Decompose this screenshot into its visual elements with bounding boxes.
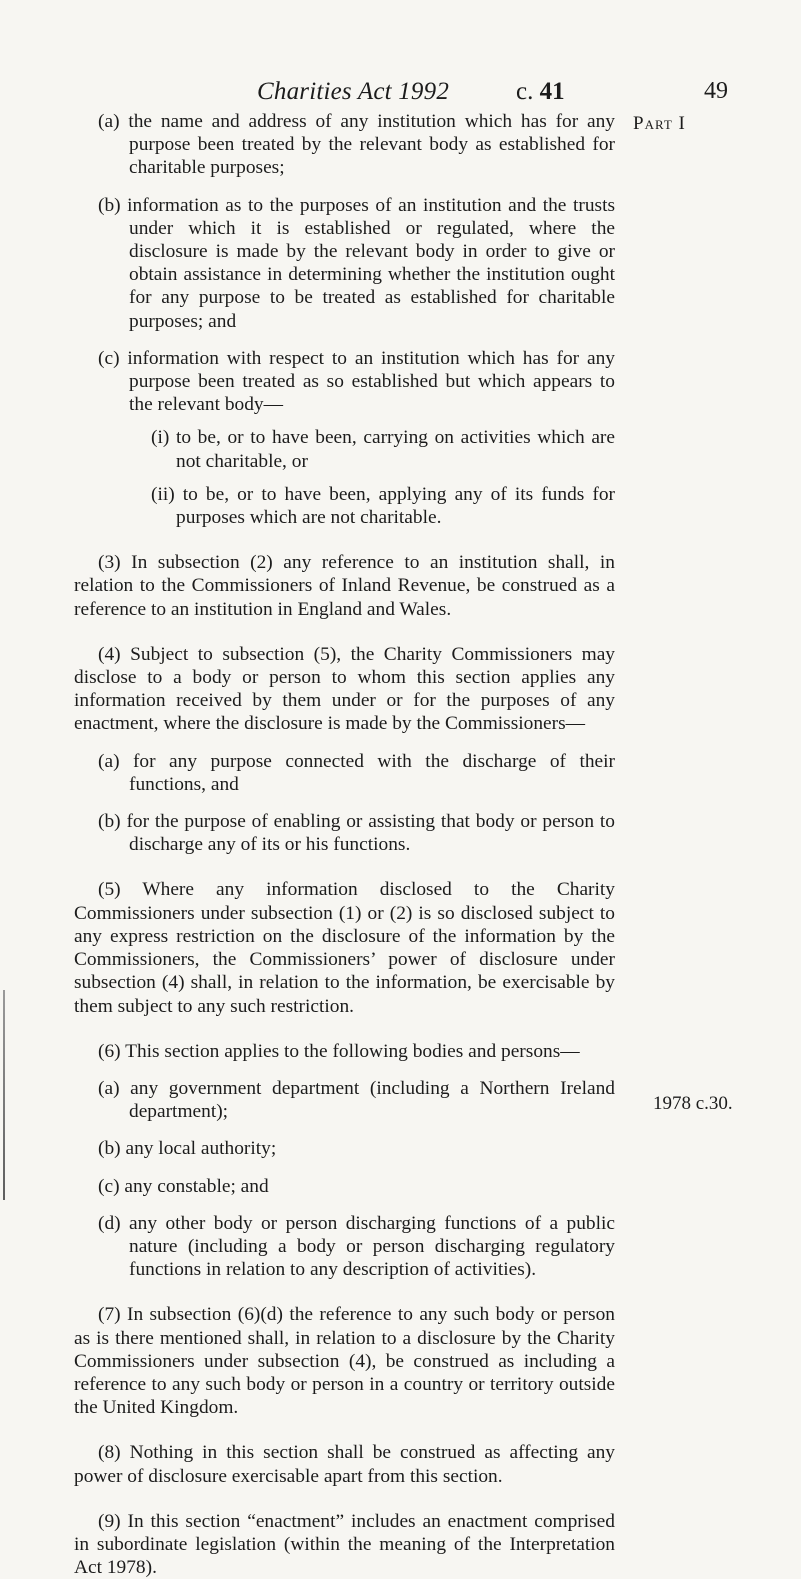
paragraph-4b: (b) for the purpose of enabling or assisting that body or person to discharge any of its or his functions. <box>98 811 615 856</box>
paragraph-6d: (d) any other body or person discharging functions of a public nature (including a body or person discharging regulatory functions in relation to any description of activities). <box>98 1212 615 1281</box>
paragraph-6c: (c) any constable; and <box>98 1175 269 1197</box>
subsection-4: (4) Subject to subsection (5), the Charity Commissioners may disclose to a body or person to whom this section applies any information received by them under or for the purposes of any enactment, where the disclosure is made by the Commissioners— <box>74 643 615 735</box>
subsection-9: (9) In this section “enactment” includes an enactment comprised in subordinate legislation (within the meaning of the Interpretation Act 1978). <box>74 1510 615 1579</box>
margin-note-part: Part I <box>633 113 686 134</box>
margin-note-act-reference: 1978 c.30. <box>653 1093 733 1114</box>
paragraph-2a: (a) the name and address of any institution which has for any purpose been treated by the relevant body as established for charitable purposes; <box>98 111 615 179</box>
subsection-3: (3) In subsection (2) any reference to an institution shall, in relation to the Commissioners of Inland Revenue, be construed as a reference to an institution in England and Wales. <box>74 552 615 620</box>
chapter-prefix: c. <box>516 78 534 105</box>
chapter-number: 41 <box>539 78 565 105</box>
subparagraph-2c-i: (i) to be, or to have been, carrying on activities which are not charitable, or <box>151 427 615 472</box>
paragraph-6a: (a) any government department (including a Northern Ireland department); <box>98 1077 615 1123</box>
paragraph-4a: (a) for any purpose connected with the discharge of their functions, and <box>98 750 615 795</box>
subsection-5: (5) Where any information disclosed to the Charity Commissioners under subsection (1) or (2) is so disclosed subject to any express restriction on the disclosure of the information by the Commissioners, the Commissioners’ power of disclosure under subsection (4) shall, in relation to the information, be exercisable by them subject to any such restriction. <box>74 879 615 1017</box>
running-head-chapter <box>516 78 565 106</box>
paragraph-6b: (b) any local authority; <box>98 1138 277 1160</box>
subsection-7: (7) In subsection (6)(d) the reference to any such body or person as is there mentioned shall, in relation to a disclosure by the Charity Commissioners under subsection (4), be construed as including a reference to any such body or person in a country or territory outside the United Kingdom. <box>74 1304 615 1419</box>
scan-edge-artifact <box>3 990 5 1200</box>
page-number: 49 <box>704 78 728 104</box>
paragraph-2b: (b) information as to the purposes of an institution and the trusts under which it is established or regulated, where the disclosure is made by the relevant body in order to give or obtain assistance in determining whether the institution ought for any purpose to be treated as established for charitable purposes; and <box>98 194 615 332</box>
subparagraph-2c-ii: (ii) to be, or to have been, applying any of its funds for purposes which are not charitable. <box>151 483 615 529</box>
section-body <box>74 110 615 1579</box>
subsection-8: (8) Nothing in this section shall be construed as affecting any power of disclosure exercisable apart from this section. <box>74 1442 615 1487</box>
paragraph-2c: (c) information with respect to an institution which has for any purpose been treated as so established but which appears to the relevant body— <box>98 347 615 416</box>
running-head-title: Charities Act 1992 <box>257 78 450 105</box>
subsection-6: (6) This section applies to the following bodies and persons— <box>98 1040 580 1062</box>
